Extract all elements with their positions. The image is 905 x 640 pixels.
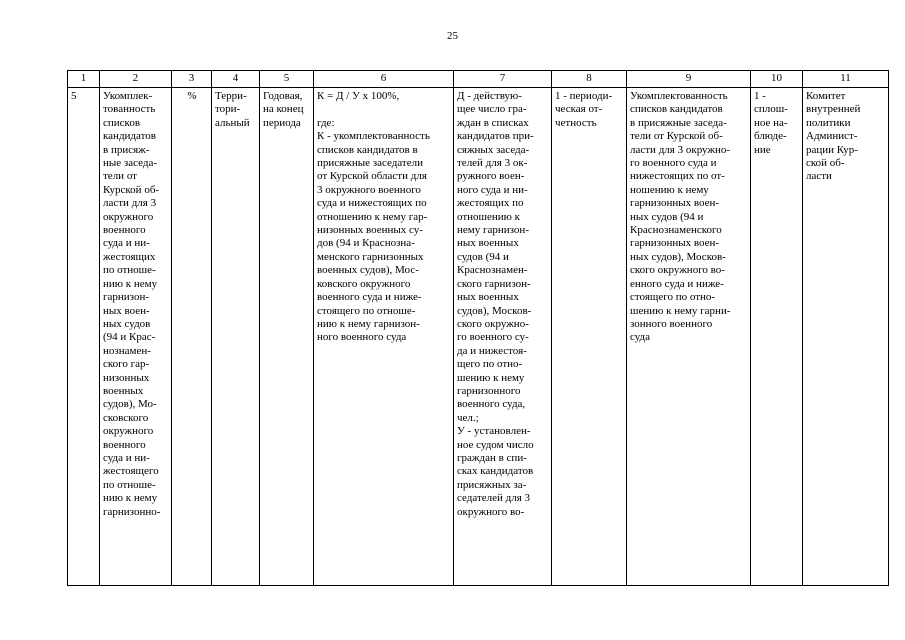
text-line: ческая от- [555, 103, 603, 116]
description-cell [627, 88, 751, 586]
text-line: Терри- [215, 90, 247, 102]
text-line: низонных [103, 371, 150, 384]
text-line: да и нижестоя- [457, 344, 527, 357]
text-line: гарнизонных воен- [630, 237, 720, 250]
text-line: суда и ни- [103, 451, 150, 464]
text-line: ных судов (94 и [630, 210, 704, 223]
text-line: ласти для 3 окружно- [630, 143, 731, 156]
text-line: шению к нему [457, 371, 525, 384]
text-line: гарнизон- [103, 291, 149, 304]
text-line: Д - действую- [457, 90, 522, 102]
text-line: Админист- [806, 130, 858, 143]
text-line: шению к нему гарни- [630, 304, 731, 317]
text-line: суда и ни- [103, 237, 150, 250]
text-line: стоящего по отноше- [317, 304, 416, 317]
text-line: К = Д / У х 100%, [317, 90, 400, 102]
text-line: окружного [103, 210, 154, 223]
page-number: 25 [447, 30, 458, 42]
text-line [317, 103, 451, 116]
text-line: Укомплектованность [630, 90, 728, 102]
text-line: сплош- [754, 103, 788, 116]
text-line: ных военных [457, 291, 519, 304]
header-cell: 3 [172, 71, 212, 88]
header-cell: 11 [803, 71, 889, 88]
text-line: гарнизонно- [103, 505, 161, 518]
text-line: нижестоящих по от- [630, 170, 725, 183]
text-line: по отноше- [103, 478, 156, 491]
text-line: гарнизонного [457, 384, 521, 397]
text-line: ласти для 3 [103, 197, 157, 210]
text-line: сяжных заседа- [457, 143, 530, 156]
text-line: ных военных [457, 237, 519, 250]
variables-cell [454, 88, 552, 586]
text-line: ружного воен- [457, 170, 525, 183]
header-cell: 2 [100, 71, 172, 88]
text-line: ской об- [806, 157, 845, 170]
text-line: в присяж- [103, 143, 150, 156]
text-line: К - укомплектованность [317, 130, 430, 143]
text-line: присяжных за- [457, 478, 527, 491]
text-line: го военного су- [457, 331, 529, 344]
text-line: ные заседа- [103, 157, 158, 170]
text-line: гарнизонных воен- [630, 197, 720, 210]
indicator-name-cell [100, 88, 172, 586]
text-line: военного суда и ниже- [317, 291, 422, 304]
text-line: жестоящего [103, 465, 159, 478]
header-row [68, 71, 889, 88]
header-cell: 7 [454, 71, 552, 88]
text-line: окружного во- [457, 505, 525, 518]
text-line: кандидатов при- [457, 130, 534, 143]
text-line: суда [630, 331, 651, 344]
text-line: кандидатов [103, 130, 156, 143]
text-line: 3 окружного военного [317, 183, 421, 196]
text-line: где: [317, 116, 335, 129]
text-line: 1 - [754, 90, 766, 102]
text-line: граждан в спи- [457, 451, 527, 464]
text-line: (94 и Крас- [103, 331, 156, 344]
text-line: телей для 3 ок- [457, 157, 528, 170]
text-line: судов), Москов- [457, 304, 532, 317]
responsible-cell [803, 88, 889, 586]
text-line: ского гар- [103, 358, 150, 371]
text-line: списков кандидатов в [317, 143, 418, 156]
text-line: от Курской области для [317, 170, 427, 183]
text-line: У - установлен- [457, 425, 531, 438]
text-line: Курской об- [103, 183, 160, 196]
text-line: ношению к нему [630, 183, 709, 196]
unit-cell: % [172, 88, 212, 586]
text-line: ласти [806, 170, 832, 183]
text-line: блюде- [754, 130, 787, 143]
text-line: Краснознаменского [630, 224, 722, 237]
text-line: щее число гра- [457, 103, 527, 116]
text-line: военных [103, 384, 144, 397]
text-line: нию к нему гарнизон- [317, 317, 420, 330]
indicator-table [67, 70, 889, 586]
text-line: военного [103, 224, 146, 237]
text-line: судов (94 и [457, 250, 509, 263]
text-line: щего по отно- [457, 358, 523, 371]
text-line: ных судов), Москов- [630, 250, 726, 263]
text-line: чел.; [457, 411, 479, 424]
formula-cell [314, 88, 454, 586]
text-line: ное на- [754, 116, 788, 129]
text-line: тованность [103, 103, 156, 116]
header-cell: 8 [552, 71, 627, 88]
text-line: тори- [215, 103, 241, 116]
header-cell: 9 [627, 71, 751, 88]
text-line: сках кандидатов [457, 465, 534, 478]
text-line: нознамен- [103, 344, 151, 357]
text-line: суда и нижестоящих по [317, 197, 427, 210]
text-line: в присяжные заседа- [630, 116, 727, 129]
text-line: четность [555, 116, 597, 129]
header-cell: 1 [68, 71, 100, 88]
row-number-cell: 5 [68, 88, 100, 586]
text-line: зонного военного [630, 317, 713, 330]
text-line: периода [263, 116, 301, 129]
text-line: ного суда и ни- [457, 183, 528, 196]
text-line: тели от [103, 170, 137, 183]
header-cell: 6 [314, 71, 454, 88]
text-line: ное судом число [457, 438, 534, 451]
text-line: ние [754, 143, 771, 156]
text-line: ного военного суда [317, 331, 407, 344]
text-line: нию к нему [103, 492, 158, 505]
text-line: отношению к нему гар- [317, 210, 428, 223]
text-line: низонных военных су- [317, 224, 423, 237]
text-line: енного суда и ниже- [630, 277, 724, 290]
text-line: отношению к [457, 210, 520, 223]
text-line: ных воен- [103, 304, 150, 317]
text-line: го военного суда и [630, 157, 717, 170]
text-line: списков кандидатов [630, 103, 723, 116]
level-cell [212, 88, 260, 586]
header-cell: 10 [751, 71, 803, 88]
text-line: ковского окружного [317, 277, 411, 290]
text-line: военных судов), Мос- [317, 264, 419, 277]
observation-method-cell [751, 88, 803, 586]
text-line: по отноше- [103, 264, 156, 277]
text-line: Краснознамен- [457, 264, 528, 277]
text-line: дов (94 и Краснозна- [317, 237, 415, 250]
data-source-cell [552, 88, 627, 586]
text-line: жестоящих [103, 250, 156, 263]
text-line: на конец [263, 103, 304, 116]
text-line: стоящего по отно- [630, 291, 716, 304]
text-line: ского окружного во- [630, 264, 725, 277]
text-line: альный [215, 116, 250, 129]
text-line: Комитет [806, 90, 846, 102]
text-line: ных судов [103, 317, 151, 330]
text-line: военного [103, 438, 146, 451]
text-line: внутренней [806, 103, 861, 116]
text-line: сковского [103, 411, 149, 424]
text-line: политики [806, 116, 851, 129]
text-line: окружного [103, 425, 154, 438]
text-line: судов), Мо- [103, 398, 157, 411]
table-row [68, 88, 889, 586]
header-cell: 5 [260, 71, 314, 88]
text-line: нему гарнизон- [457, 224, 529, 237]
frequency-cell [260, 88, 314, 586]
text-line: тели от Курской об- [630, 130, 723, 143]
text-line: ского гарнизон- [457, 277, 531, 290]
text-line: жестоящих по [457, 197, 524, 210]
text-line: списков [103, 116, 141, 129]
text-line: военного суда, [457, 398, 526, 411]
text-line: Укомплек- [103, 90, 153, 102]
text-line: менского гарнизонных [317, 250, 424, 263]
text-line: рации Кур- [806, 143, 858, 156]
text-line: ждан в списках [457, 116, 529, 129]
text-line: ского окружно- [457, 317, 529, 330]
text-line: присяжные заседатели [317, 157, 423, 170]
header-cell: 4 [212, 71, 260, 88]
text-line: 1 - периоди- [555, 90, 613, 102]
text-line: нию к нему [103, 277, 158, 290]
text-line: Годовая, [263, 90, 303, 102]
text-line: седателей для 3 [457, 492, 531, 505]
